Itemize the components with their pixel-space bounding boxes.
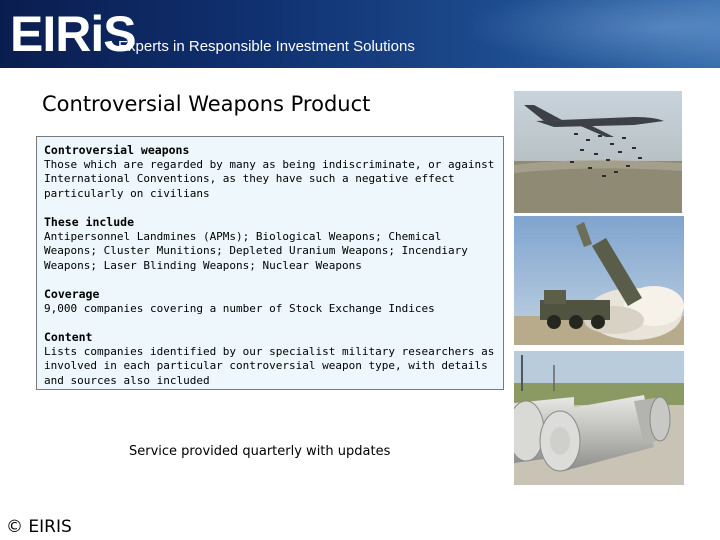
chemical-canisters-photo (514, 351, 684, 485)
banner-glow (460, 0, 720, 68)
header-banner (0, 0, 720, 68)
page-title: Controversial Weapons Product (42, 92, 371, 116)
section-coverage (44, 287, 496, 316)
rocket-launcher-photo (514, 216, 684, 345)
tagline: Experts in Responsible Investment Solutions (118, 38, 415, 55)
service-note: Service provided quarterly with updates (129, 444, 391, 459)
section-controversial-weapons (44, 143, 496, 201)
section-heading: These include (44, 215, 135, 229)
section-heading: Content (44, 330, 93, 344)
copyright: © EIRIS (6, 517, 72, 537)
section-body: Antipersonnel Landmines (APMs); Biological Weapons; Chemical Weapons; Cluster Munitions; Depleted Uranium Weapons; Incendiary Weapons; Laser Blinding Weapons; Nuclear Weapons (44, 229, 468, 272)
section-heading: Controversial weapons (44, 143, 190, 157)
bomber-aircraft-photo (514, 91, 682, 213)
section-body: 9,000 companies covering a number of Stock Exchange Indices (44, 301, 435, 315)
section-heading: Coverage (44, 287, 100, 301)
info-box (36, 136, 504, 390)
eiris-logo: EIRiS (10, 6, 136, 62)
section-these-include (44, 215, 496, 273)
section-body: Those which are regarded by many as being indiscriminate, or against International Conventions, as they have such a negative effect particularly on civilians (44, 157, 495, 200)
section-body: Lists companies identified by our specialist military researchers as involved in each particular controversial weapon type, with details and sources also included (44, 344, 495, 387)
section-content (44, 330, 496, 388)
